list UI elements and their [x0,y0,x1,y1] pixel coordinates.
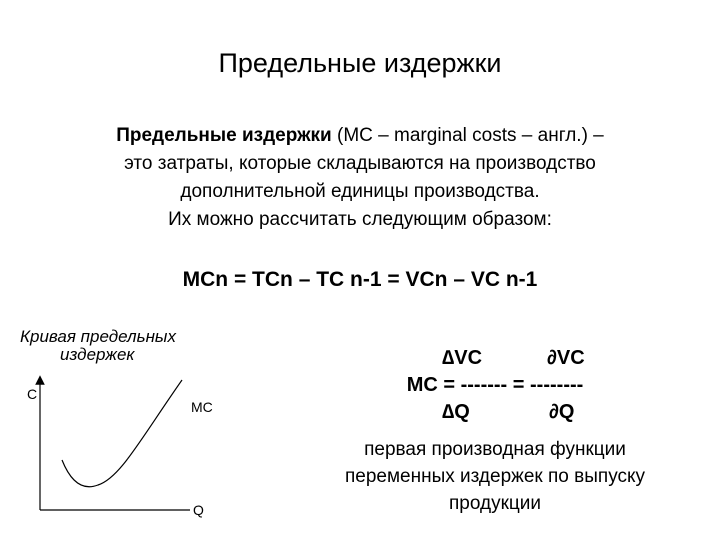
delta-q: ∆Q [442,401,470,423]
definition-paragraph [40,122,680,234]
partial-vc: ∂VC [547,347,585,369]
definition-term: Предельные издержки [116,125,332,146]
mc-derivative-equation: MC = ------- = -------- [406,374,584,396]
derivative-explanation [300,436,690,517]
definition-line-2: это затраты, которые складываются на производство [124,153,596,174]
curve-caption [20,328,240,364]
delta-vc: ∆VC [442,347,483,369]
definition-line-3: дополнительной единицы производства. [180,181,540,202]
mc-formula: MCn = TCn – TC n-1 = VCn – VC n-1 [182,268,538,291]
mc-curve-label: MC [191,399,213,415]
x-axis-label: Q [193,502,204,518]
explanation-line-1: первая производная функции [364,439,626,460]
curve-caption-line-2: издержек [60,345,135,364]
mc-curve [62,380,182,487]
definition-line-4: Их можно рассчитать следующим образом: [168,209,552,230]
partial-q: ∂Q [549,401,575,423]
curve-caption-line-1: Кривая предельных [20,327,176,346]
definition-line-1 [40,122,680,150]
slide-title: Предельные издержки [218,48,502,78]
definition-line-1-rest: (МС – marginal costs – англ.) – [331,125,604,146]
explanation-line-3: продукции [448,493,541,514]
mc-curve-graph [0,360,260,530]
y-axis-label: C [27,386,38,402]
explanation-line-2: переменных издержек по выпуску [344,466,646,487]
